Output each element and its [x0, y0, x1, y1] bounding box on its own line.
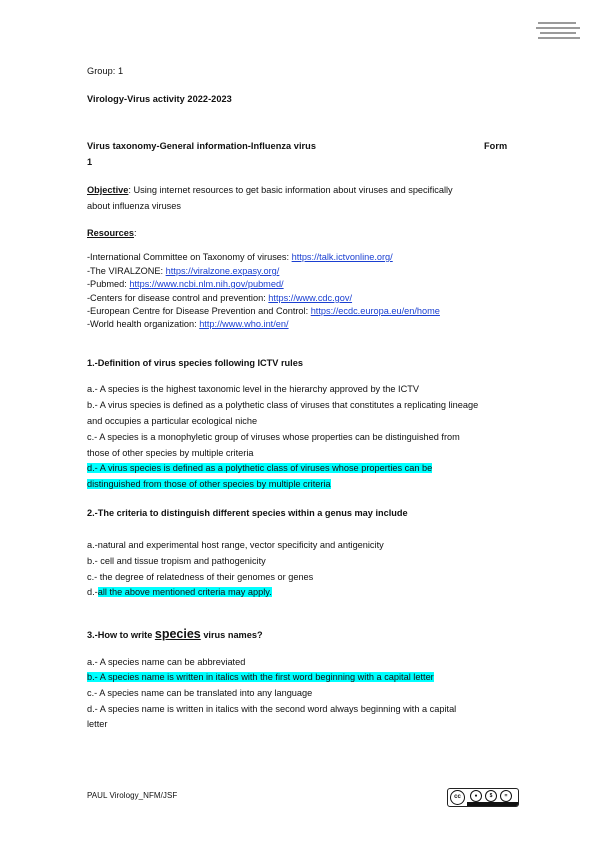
course-title: Virology-Virus activity 2022-2023 — [87, 94, 232, 104]
question-3-title — [87, 627, 263, 641]
resource-label: -Centers for disease control and prevention: — [87, 293, 269, 303]
q1-option-c-line-2: those of other species by multiple criteria — [87, 448, 254, 458]
nc-icon: $ — [485, 790, 497, 802]
group-label: Group: 1 — [87, 66, 124, 76]
footer-text: PAUL Virology_NFM/JSF — [87, 791, 178, 800]
scan-mark — [536, 20, 582, 44]
q3-option-d-line-1: d.- A species name is written in italics with the second word always beginning with a capital — [87, 704, 457, 714]
question-2-title: 2.-The criteria to distinguish different species within a genus may include — [87, 508, 408, 518]
q2-option-d — [87, 586, 272, 598]
q2-option-b: b.- cell and tissue tropism and pathogenicity — [87, 556, 266, 566]
resource-label: -World health organization: — [87, 319, 200, 329]
q3-option-a: a.- A species name can be abbreviated — [87, 657, 246, 667]
q1-option-b-line-2: and occupies a particular ecological niche — [87, 416, 258, 426]
resources-colon: : — [133, 228, 137, 238]
q1-option-b-line-1: b.- A virus species is defined as a polythetic class of viruses that constitutes a replicating lineage — [87, 400, 479, 410]
page-title: Virus taxonomy-General information-Influenza virus — [87, 141, 316, 151]
resource-label: -International Committee on Taxonomy of viruses: — [87, 252, 292, 262]
who-link[interactable]: http://www.who.int/en/ — [199, 319, 289, 329]
resource-item — [87, 292, 352, 304]
q1-option-c-line-1: c.- A species is a monophyletic group of viruses whose properties can be distinguished from — [87, 432, 460, 442]
q3-option-d-line-2: letter — [87, 719, 108, 729]
q2-answer-highlight: all the above mentioned criteria may apply. — [97, 587, 272, 597]
q2-option-a: a.-natural and experimental host range, vector specificity and antigenicity — [87, 540, 384, 550]
q3-option-c: c.- A species name can be translated into any language — [87, 688, 313, 698]
q1-option-d-line-1 — [87, 462, 432, 474]
q2-option-d-prefix: d.- — [87, 587, 98, 597]
ecdc-link[interactable]: https://ecdc.europa.eu/en/home — [310, 306, 440, 316]
resource-item — [87, 265, 279, 277]
nd-icon: = — [500, 790, 512, 802]
ictv-link[interactable]: https://talk.ictvonline.org/ — [291, 252, 393, 262]
resource-item — [87, 318, 289, 330]
resource-item — [87, 305, 440, 317]
q3-answer-highlight: b.- A species name is written in italics with the first word beginning with a capital letter — [87, 672, 434, 682]
q1-answer-highlight: distinguished from those of other species by multiple criteria — [87, 479, 331, 489]
resource-label: -The VIRALZONE: — [87, 266, 166, 276]
objective-label: Objective — [87, 185, 129, 195]
objective-line-2: about influenza viruses — [87, 201, 181, 211]
objective-text: : Using internet resources to get basic information about viruses and specifically — [128, 185, 453, 195]
resource-item — [87, 278, 284, 290]
form-label: Form — [484, 141, 508, 151]
viralzone-link[interactable]: https://viralzone.expasy.org/ — [165, 266, 280, 276]
cc-circle-icon: cc — [450, 790, 465, 805]
question-1-title: 1.-Definition of virus species following ICTV rules — [87, 358, 303, 368]
resource-label: -Pubmed: — [87, 279, 130, 289]
form-number: 1 — [87, 157, 93, 167]
cc-license-icon — [447, 788, 519, 807]
q1-option-a: a.- A species is the highest taxonomic level in the hierarchy approved by the ICTV — [87, 384, 419, 394]
pubmed-link[interactable]: https://www.ncbi.nlm.nih.gov/pubmed/ — [129, 279, 284, 289]
license-bar — [467, 802, 518, 806]
q1-answer-highlight: d.- A virus species is defined as a polythetic class of viruses whose properties can be — [87, 463, 433, 473]
q2-option-c: c.- the degree of relatedness of their genomes or genes — [87, 572, 314, 582]
q3-title-species: species — [154, 627, 201, 641]
objective-line-1 — [87, 184, 453, 196]
resources-heading — [87, 227, 137, 239]
resource-item — [87, 251, 393, 263]
q1-option-d-line-2 — [87, 478, 331, 490]
q3-title-prefix: 3.-How to write — [87, 630, 155, 640]
by-icon: ● — [470, 790, 482, 802]
resource-label: -European Centre for Disease Prevention and Control: — [87, 306, 311, 316]
resources-label: Resources — [87, 228, 134, 238]
cdc-link[interactable]: https://www.cdc.gov/ — [268, 293, 353, 303]
q3-option-b — [87, 671, 434, 683]
q3-title-suffix: virus names? — [200, 630, 263, 640]
